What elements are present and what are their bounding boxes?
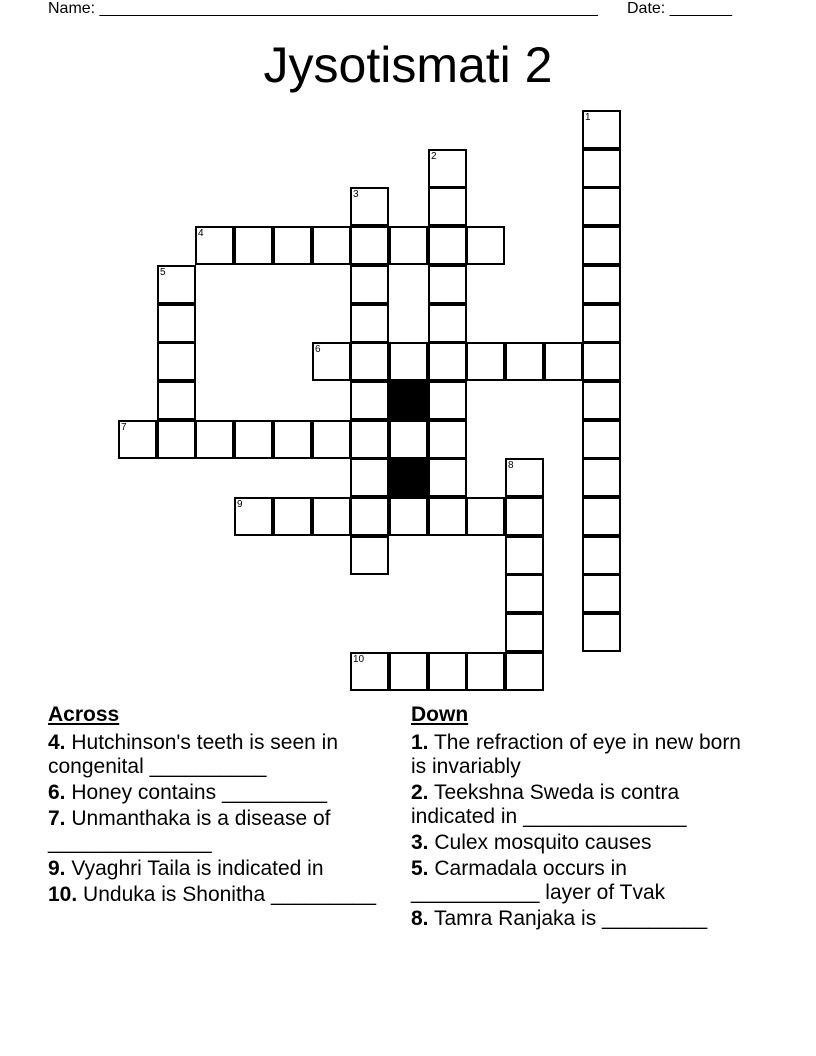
date-field[interactable]: Date: _______	[627, 0, 732, 17]
grid-cell[interactable]	[350, 304, 389, 343]
clue-number: 9.	[48, 857, 66, 880]
clue-text: Unmanthaka is a disease of ______________	[48, 807, 331, 854]
grid-cell[interactable]	[312, 420, 351, 459]
grid-cell[interactable]	[466, 342, 505, 381]
cell-number: 1	[585, 112, 591, 123]
grid-cell[interactable]	[466, 497, 505, 536]
grid-cell[interactable]	[350, 265, 389, 304]
grid-cell[interactable]	[582, 149, 621, 188]
clue-text: Teekshna Sweda is contra indicated in ______________	[411, 781, 687, 828]
grid-cell[interactable]	[428, 458, 467, 497]
grid-cell[interactable]	[389, 342, 428, 381]
grid-cell[interactable]	[157, 420, 196, 459]
across-clue-7	[48, 807, 388, 855]
grid-cell[interactable]	[312, 497, 351, 536]
across-clue-4	[48, 731, 388, 779]
grid-cell[interactable]	[273, 497, 312, 536]
cell-number: 2	[431, 151, 437, 162]
block-cell	[389, 458, 428, 497]
down-clues	[411, 703, 751, 933]
grid-cell[interactable]	[466, 652, 505, 691]
clue-number: 4.	[48, 731, 66, 754]
grid-cell[interactable]	[428, 149, 467, 188]
grid-cell[interactable]	[505, 574, 544, 613]
grid-cell[interactable]	[273, 420, 312, 459]
clue-text: Carmadala occurs in ___________ layer of Tvak	[411, 857, 666, 904]
grid-cell[interactable]	[157, 265, 196, 304]
clue-number: 6.	[48, 781, 66, 804]
cell-number: 8	[508, 460, 514, 471]
grid-cell[interactable]	[582, 497, 621, 536]
grid-cell[interactable]	[157, 304, 196, 343]
down-clue-1	[411, 731, 751, 779]
grid-cell[interactable]	[350, 652, 389, 691]
cell-number: 9	[237, 499, 243, 510]
grid-cell[interactable]	[234, 226, 273, 265]
grid-cell[interactable]	[428, 342, 467, 381]
across-clue-9	[48, 857, 388, 881]
grid-cell[interactable]	[505, 613, 544, 652]
grid-cell[interactable]	[544, 342, 583, 381]
down-clue-8	[411, 907, 751, 931]
down-clue-5	[411, 857, 751, 905]
grid-cell[interactable]	[428, 381, 467, 420]
grid-cell[interactable]	[582, 381, 621, 420]
grid-cell[interactable]	[428, 226, 467, 265]
grid-cell[interactable]	[582, 574, 621, 613]
grid-cell[interactable]	[234, 420, 273, 459]
grid-cell[interactable]	[350, 342, 389, 381]
grid-cell[interactable]	[312, 342, 351, 381]
grid-cell[interactable]	[350, 458, 389, 497]
grid-cell[interactable]	[273, 226, 312, 265]
clue-number: 3.	[411, 831, 429, 854]
grid-cell[interactable]	[582, 458, 621, 497]
grid-cell[interactable]	[582, 226, 621, 265]
clue-text: Hutchinson's teeth is seen in congenital __________	[48, 731, 339, 778]
clue-number: 7.	[48, 807, 66, 830]
cell-number: 4	[198, 228, 204, 239]
cell-number: 10	[353, 654, 365, 665]
clue-number: 1.	[411, 731, 429, 754]
grid-cell[interactable]	[428, 187, 467, 226]
down-clue-2	[411, 781, 751, 829]
grid-cell[interactable]	[582, 420, 621, 459]
grid-cell[interactable]	[234, 497, 273, 536]
grid-cell[interactable]	[582, 304, 621, 343]
cell-number: 3	[353, 189, 359, 200]
grid-cell[interactable]	[157, 342, 196, 381]
grid-cell[interactable]	[582, 342, 621, 381]
grid-cell[interactable]	[428, 265, 467, 304]
grid-cell[interactable]	[350, 420, 389, 459]
grid-cell[interactable]	[389, 652, 428, 691]
grid-cell[interactable]	[350, 497, 389, 536]
grid-cell[interactable]	[505, 342, 544, 381]
grid-cell[interactable]	[582, 110, 621, 149]
clue-text: Vyaghri Taila is indicated in	[71, 857, 324, 880]
cell-number: 7	[121, 422, 127, 433]
across-clue-10	[48, 883, 388, 907]
grid-cell[interactable]	[428, 652, 467, 691]
grid-cell[interactable]	[118, 420, 157, 459]
clue-text: Tamra Ranjaka is _________	[433, 907, 708, 930]
down-clue-3	[411, 831, 751, 855]
page-title: Jysotismati 2	[263, 37, 553, 93]
grid-cell[interactable]	[582, 187, 621, 226]
grid-cell[interactable]	[428, 497, 467, 536]
across-clue-6	[48, 781, 388, 805]
grid-cell[interactable]	[195, 420, 234, 459]
clue-number: 10.	[48, 883, 78, 906]
grid-cell[interactable]	[312, 226, 351, 265]
grid-cell[interactable]	[582, 536, 621, 575]
across-clues	[48, 703, 388, 909]
block-cell	[389, 381, 428, 420]
grid-cell[interactable]	[389, 226, 428, 265]
cell-number: 6	[315, 344, 321, 355]
grid-cell[interactable]	[389, 497, 428, 536]
grid-cell[interactable]	[157, 381, 196, 420]
clue-number: 2.	[411, 781, 429, 804]
grid-cell[interactable]	[505, 497, 544, 536]
grid-cell[interactable]	[505, 458, 544, 497]
grid-cell[interactable]	[350, 226, 389, 265]
grid-cell[interactable]	[505, 652, 544, 691]
grid-cell[interactable]	[505, 536, 544, 575]
name-field[interactable]: Name: ________________________________________________________	[48, 0, 598, 17]
clue-text: Culex mosquito causes	[434, 831, 652, 854]
grid-cell[interactable]	[582, 613, 621, 652]
clue-text: Unduka is Shonitha _________	[83, 883, 377, 906]
grid-cell[interactable]	[389, 420, 428, 459]
across-heading: Across	[48, 703, 120, 726]
grid-cell[interactable]	[428, 420, 467, 459]
grid-cell[interactable]	[350, 536, 389, 575]
clue-text: The refraction of eye in new born is invariably	[411, 731, 741, 778]
grid-cell[interactable]	[582, 265, 621, 304]
grid-cell[interactable]	[350, 187, 389, 226]
grid-cell[interactable]	[350, 381, 389, 420]
grid-cell[interactable]	[428, 304, 467, 343]
down-heading: Down	[411, 703, 469, 726]
grid-cell[interactable]	[466, 226, 505, 265]
clue-number: 8.	[411, 907, 429, 930]
cell-number: 5	[160, 267, 166, 278]
grid-cell[interactable]	[195, 226, 234, 265]
clue-number: 5.	[411, 857, 429, 880]
clue-text: Honey contains _________	[71, 781, 328, 804]
